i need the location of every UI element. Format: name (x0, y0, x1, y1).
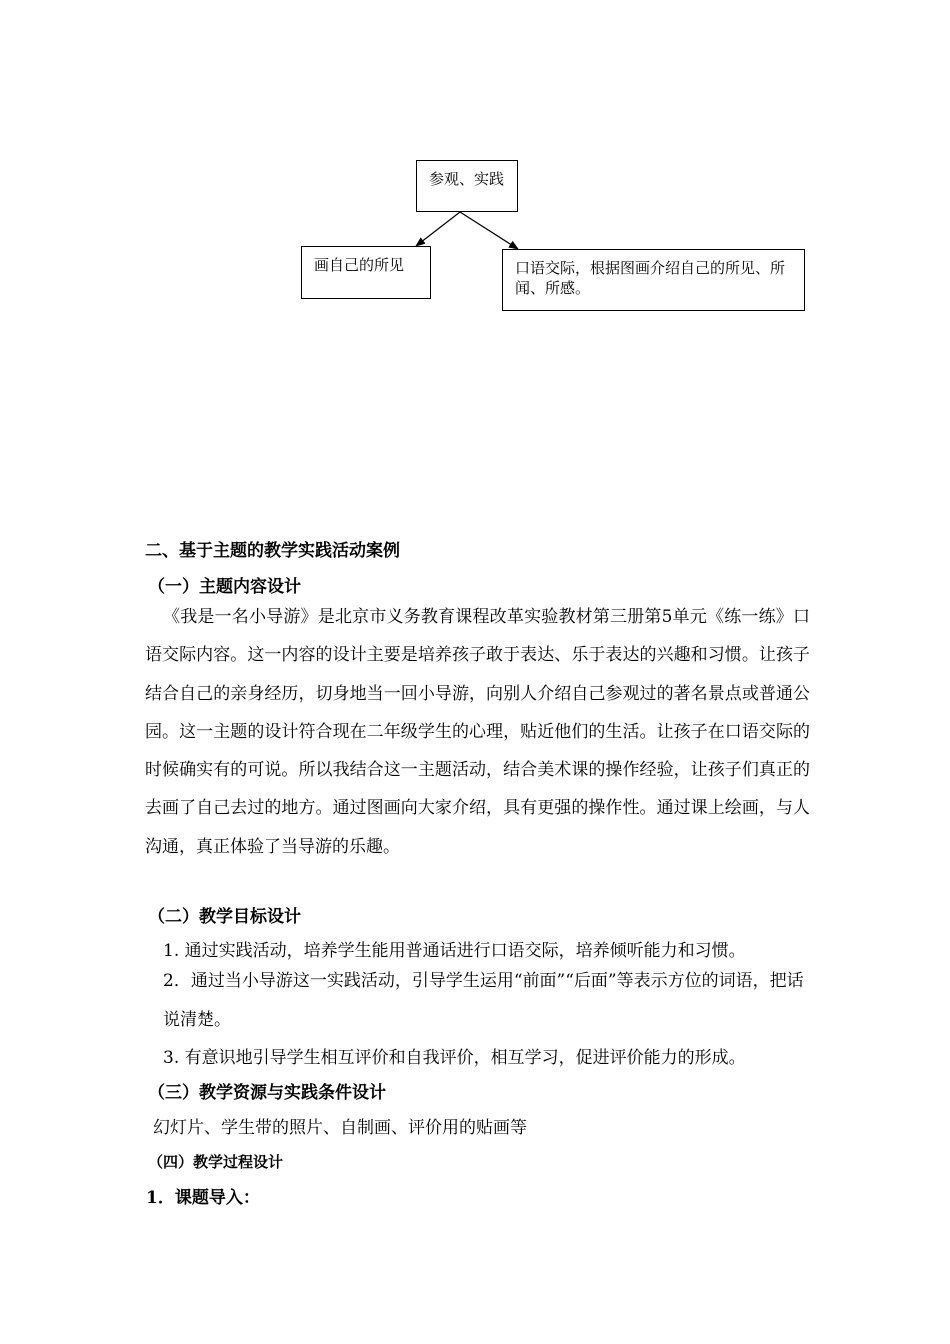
heading-resources: （三）教学资源与实践条件设计 (148, 1083, 386, 1103)
heading-teaching-process: （四）教学过程设计 (148, 1153, 284, 1171)
resources-text: 幻灯片、学生带的照片、自制画、评价用的贴画等 (153, 1118, 527, 1138)
goal-item-3: 3. 有意识地引导学生相互评价和自我评价，相互学习，促进评价能力的形成。 (163, 1048, 746, 1068)
section-title: 二、基于主题的教学实践活动案例 (145, 541, 400, 561)
step-1-heading: 1．课题导入： (146, 1188, 260, 1208)
theme-paragraph: 《我是一名小导游》是北京市义务教育课程改革实验教材第三册第5单元《练一练》口语交际内容。这一内容的设计主要是培养孩子敢于表达、乐于表达的兴趣和习惯。让孩子结合自己的亲身经历，切身地当一回小导游，向别人介绍自己参观过的著名景点或普通公园。这一主题的设计符合现在二年级学生的心理，贴近他们的生活。让孩子在口语交际的时候确实有的可说。所以我结合这一主题活动，结合美术课的操作经验，让孩子们真正的去画了自己去过的地方。通过图画向大家介绍，具有更强的操作性。通过课上绘画，与人沟通，真正体验了当导游的乐趣。 (145, 607, 810, 857)
heading-theme-content: （一）主题内容设计 (148, 577, 301, 597)
flowchart-box-right: 口语交际，根据图画介绍自己的所见、所闻、所感。 (502, 249, 805, 311)
flowchart-box-top: 参观、实践 (416, 160, 518, 212)
flowchart-box-left: 画自己的所见 (301, 246, 431, 299)
goal-item-1: 1. 通过实践活动，培养学生能用普通话进行口语交际，培养倾听能力和习惯。 (163, 941, 746, 961)
goal-item-2: 2．通过当小导游这一实践活动，引导学生运用“前面”“后面”等表示方位的词语，把话说清楚。 (163, 971, 804, 1030)
arrow-to-left-box (416, 212, 460, 246)
heading-teaching-goals: （二）教学目标设计 (148, 907, 301, 927)
arrow-to-right-box (460, 212, 518, 249)
